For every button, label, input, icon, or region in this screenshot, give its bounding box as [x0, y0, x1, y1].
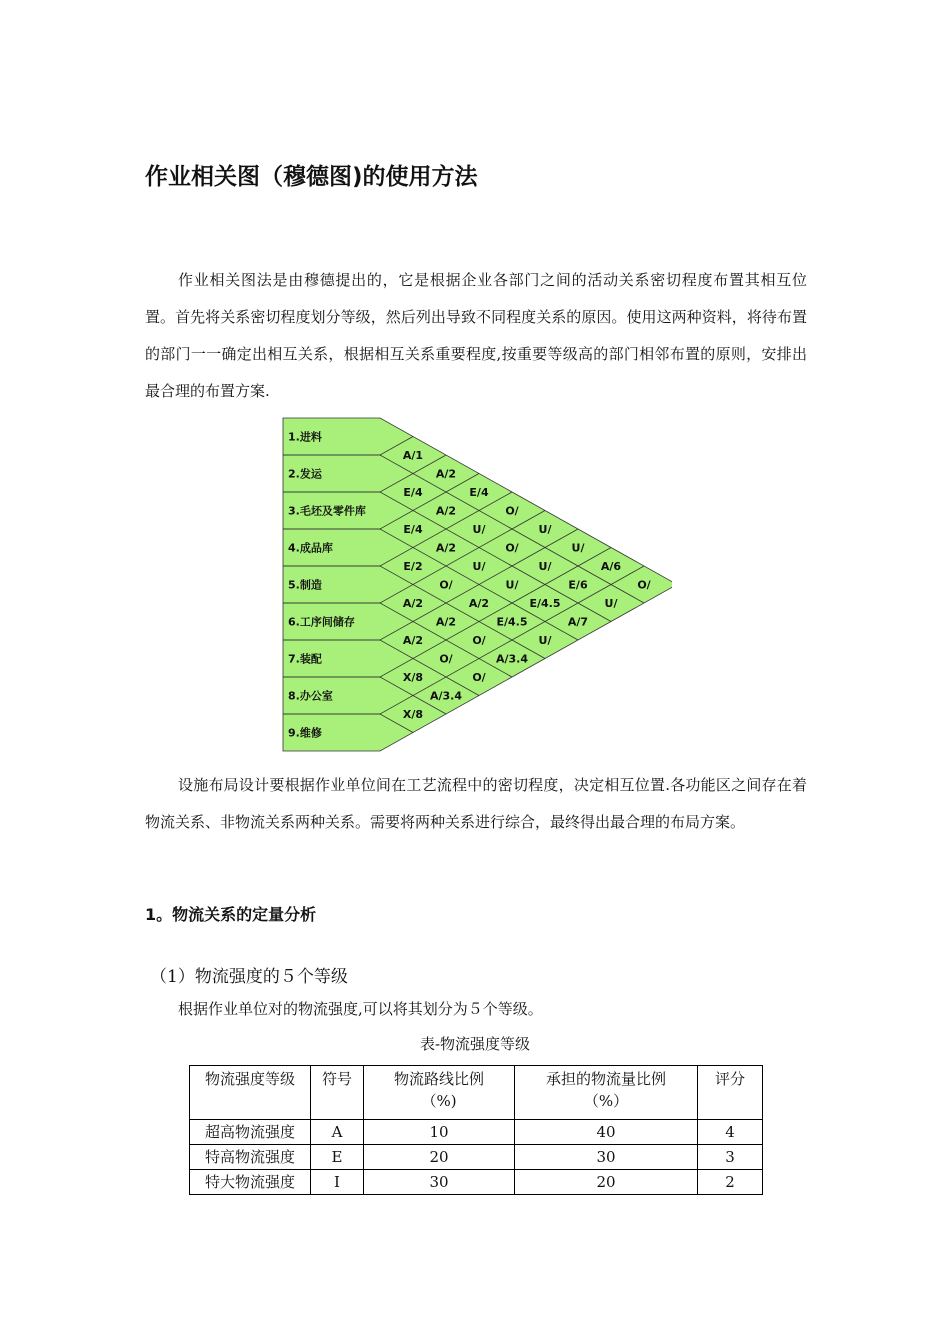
flow-intensity-table [189, 1065, 763, 1195]
relation-code: A/2 [402, 597, 424, 610]
relation-code: O/ [505, 541, 519, 555]
department-label: 2.发运 [288, 467, 322, 481]
header-symbol: 符号 [311, 1066, 364, 1120]
section-heading: 1。物流关系的定量分析 [145, 905, 317, 924]
table-cell: 30 [515, 1145, 698, 1170]
intro-paragraph: 作业相关图法是由穆德提出的，它是根据企业各部门之间的活动关系密切程度布置其相互位置。首先将关系密切程度划分等级，然后列出导致不同程度关系的原因。使用这两种资料，将待布置的部门一一确定出相互关系，根据相互关系重要程度,按重要等级高的部门相邻布置的原则，安排出最合理的布置方案. [145, 271, 807, 400]
relation-code: U/ [472, 523, 486, 536]
table-cell: 3 [698, 1145, 763, 1170]
relation-code: O/ [637, 578, 651, 592]
relation-code: U/ [538, 523, 552, 536]
relation-code: U/ [472, 560, 486, 573]
relation-code: A/6 [600, 560, 622, 573]
table-cell: 30 [364, 1170, 515, 1195]
table-cell: E [311, 1145, 364, 1170]
table-row [190, 1145, 763, 1170]
table-cell: 10 [364, 1120, 515, 1145]
relation-code: E/4 [403, 486, 423, 499]
relation-code: O/ [439, 578, 453, 592]
page-title: 作业相关图（穆德图)的使用方法 [145, 164, 478, 190]
relation-code: A/7 [567, 615, 589, 629]
department-label: 8.办公室 [288, 689, 333, 703]
table-cell: 4 [698, 1120, 763, 1145]
relation-code: U/ [604, 597, 618, 610]
relation-code: E/4 [469, 486, 489, 499]
layout-paragraph: 设施布局设计要根据作业单位间在工艺流程中的密切程度，决定相互位置.各功能区之间存在着物流关系、非物流关系两种关系。需要将两种关系进行综合，最终得出最合理的布局方案。 [145, 776, 807, 831]
relation-code: U/ [538, 560, 552, 573]
table-cell: 20 [364, 1145, 515, 1170]
relation-code: A/2 [435, 504, 457, 518]
department-label: 3.毛坯及零件库 [288, 504, 366, 518]
relation-code: E/6 [568, 578, 588, 592]
table-row [190, 1170, 763, 1195]
department-label: 4.成品库 [288, 541, 333, 555]
table-header-row [190, 1066, 763, 1120]
relation-code: O/ [472, 634, 486, 647]
table-cell: 超高物流强度 [190, 1120, 311, 1145]
relation-code: X/8 [402, 708, 424, 721]
table-cell: 2 [698, 1170, 763, 1195]
department-label: 7.装配 [288, 652, 322, 666]
table-cell: 20 [515, 1170, 698, 1195]
relation-code: A/2 [435, 615, 457, 629]
header-volume-ratio: 承担的物流量比例（%） [515, 1066, 698, 1120]
table-cell: 特大物流强度 [190, 1170, 311, 1195]
header-score: 评分 [698, 1066, 763, 1120]
activity-relationship-diagram [280, 415, 672, 755]
table-cell: A [311, 1120, 364, 1145]
relation-code: A/3.4 [429, 689, 463, 703]
department-label: 5.制造 [288, 578, 322, 592]
table-cell: 特高物流强度 [190, 1145, 311, 1170]
table-intro: 根据作业单位对的物流强度,可以将其划分为５个等级。 [178, 1000, 543, 1018]
relation-code: A/2 [435, 467, 457, 481]
header-grade: 物流强度等级 [190, 1066, 311, 1120]
department-label: 9.维修 [288, 726, 322, 740]
department-label: 6.工序间储存 [288, 615, 355, 629]
department-label: 1.进料 [288, 430, 322, 444]
relation-code: U/ [571, 541, 585, 555]
relation-code: O/ [439, 652, 453, 666]
relation-code: A/2 [435, 541, 457, 555]
relation-code: E/4 [403, 523, 423, 536]
relation-code: U/ [538, 634, 552, 647]
diagram-outline [283, 418, 672, 751]
relation-code: X/8 [402, 671, 424, 684]
subsection-heading: （1）物流强度的５个等级 [150, 967, 348, 987]
relation-code: E/4.5 [496, 615, 528, 629]
relation-code: E/2 [403, 560, 423, 573]
relation-code: O/ [472, 671, 486, 684]
table-cell: I [311, 1170, 364, 1195]
relation-code: A/2 [402, 634, 424, 647]
relation-code: E/4.5 [529, 597, 561, 610]
relation-code: U/ [505, 578, 519, 592]
table-cell: 40 [515, 1120, 698, 1145]
header-route-ratio: 物流路线比例（%) [364, 1066, 515, 1120]
table-row [190, 1120, 763, 1145]
relation-code: A/2 [468, 597, 490, 610]
relation-code: A/1 [402, 449, 424, 462]
relation-code: O/ [505, 504, 519, 518]
table-caption: 表-物流强度等级 [419, 1035, 531, 1053]
relation-code: A/3.4 [495, 652, 529, 666]
